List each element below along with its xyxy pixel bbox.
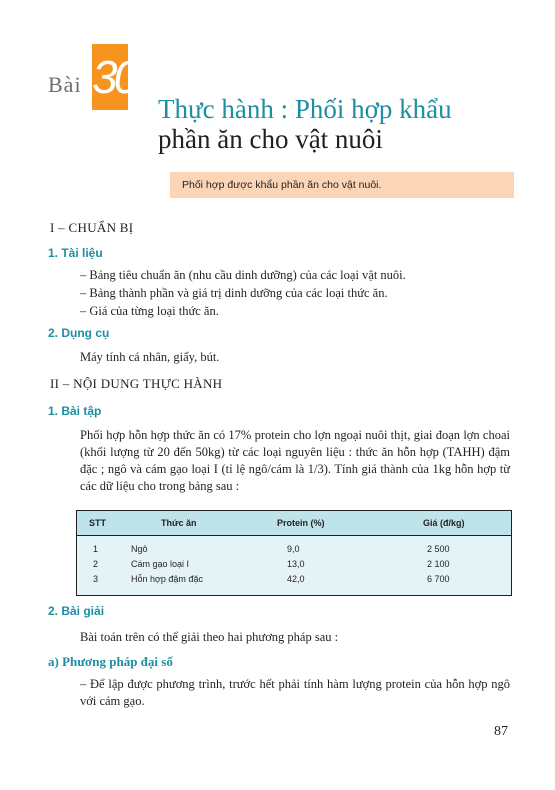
- row-feed: Ngô: [131, 544, 148, 554]
- header-protein: Protein (%): [277, 518, 325, 528]
- materials-item: – Bảng tiêu chuẩn ăn (nhu cầu dinh dưỡng) của các loại vật nuôi.: [80, 268, 406, 282]
- row-feed: Hỗn hợp đậm đặc: [131, 574, 203, 584]
- solution-text: Bài toán trên có thể giải theo hai phương pháp sau :: [80, 630, 339, 644]
- materials-item: – Bảng thành phần và giá trị dinh dưỡng của các loại thức ăn.: [80, 286, 388, 300]
- row-stt: 3: [93, 574, 99, 584]
- section-1-heading: I – CHUẨN BỊ: [50, 220, 134, 235]
- row-price: 6 700: [427, 574, 450, 584]
- header-feed: Thức ăn: [161, 518, 197, 528]
- row-stt: 1: [93, 544, 99, 554]
- feed-price-table: [76, 510, 512, 596]
- table-header: [77, 511, 511, 536]
- row-protein: 42,0: [287, 574, 305, 584]
- materials-heading: 1. Tài liệu: [48, 246, 103, 260]
- lesson-title: [158, 94, 538, 154]
- exercise-heading: 1. Bài tập: [48, 404, 102, 418]
- row-protein: 9,0: [287, 544, 300, 554]
- title-line-1: Thực hành : Phối hợp khẩu: [158, 94, 452, 124]
- lesson-label: Bài: [48, 72, 82, 97]
- row-protein: 13,0: [287, 559, 305, 569]
- title-line-2: phần ăn cho vật nuôi: [158, 124, 383, 154]
- row-price: 2 500: [427, 544, 450, 554]
- tools-heading: 2. Dụng cụ: [48, 326, 110, 340]
- algebraic-method-heading: a) Phương pháp đại số: [48, 654, 173, 669]
- algebraic-method-text: – Để lập được phương trình, trước hết phải tính hàm lượng protein của hỗn hợp ngô với cám gạo.: [80, 677, 510, 708]
- page-number: 87: [494, 724, 508, 739]
- header-stt: STT: [89, 518, 106, 528]
- lesson-number-badge: 30: [92, 44, 128, 110]
- row-price: 2 100: [427, 559, 450, 569]
- table-body: [77, 536, 511, 595]
- exercise-text: Phối hợp hỗn hợp thức ăn có 17% protein cho lợn ngoại nuôi thịt, giai đoạn lợn choai (khối lượng từ 20 đến 50kg) từ các loại nguyên liệu : thức ăn hỗn hợp (TAHH) đậm đặc ; ngô và cám gạo loại I (tỉ lệ ngô/cám là 1/3). Tính giá thành của 1kg hỗn hợp từ các dữ liệu cho trong bảng sau :: [80, 428, 510, 493]
- solution-heading: 2. Bài giải: [48, 604, 105, 618]
- header-price: Giá (đ/kg): [423, 518, 465, 528]
- row-stt: 2: [93, 559, 99, 569]
- section-2-heading: II – NỘI DUNG THỰC HÀNH: [50, 376, 223, 391]
- tools-text: Máy tính cá nhân, giấy, bút.: [80, 350, 220, 364]
- lesson-objective-banner: Phối hợp được khẩu phần ăn cho vật nuôi.: [170, 172, 514, 198]
- row-feed: Cám gạo loại I: [131, 559, 190, 569]
- materials-item: – Giá của từng loại thức ăn.: [80, 304, 219, 318]
